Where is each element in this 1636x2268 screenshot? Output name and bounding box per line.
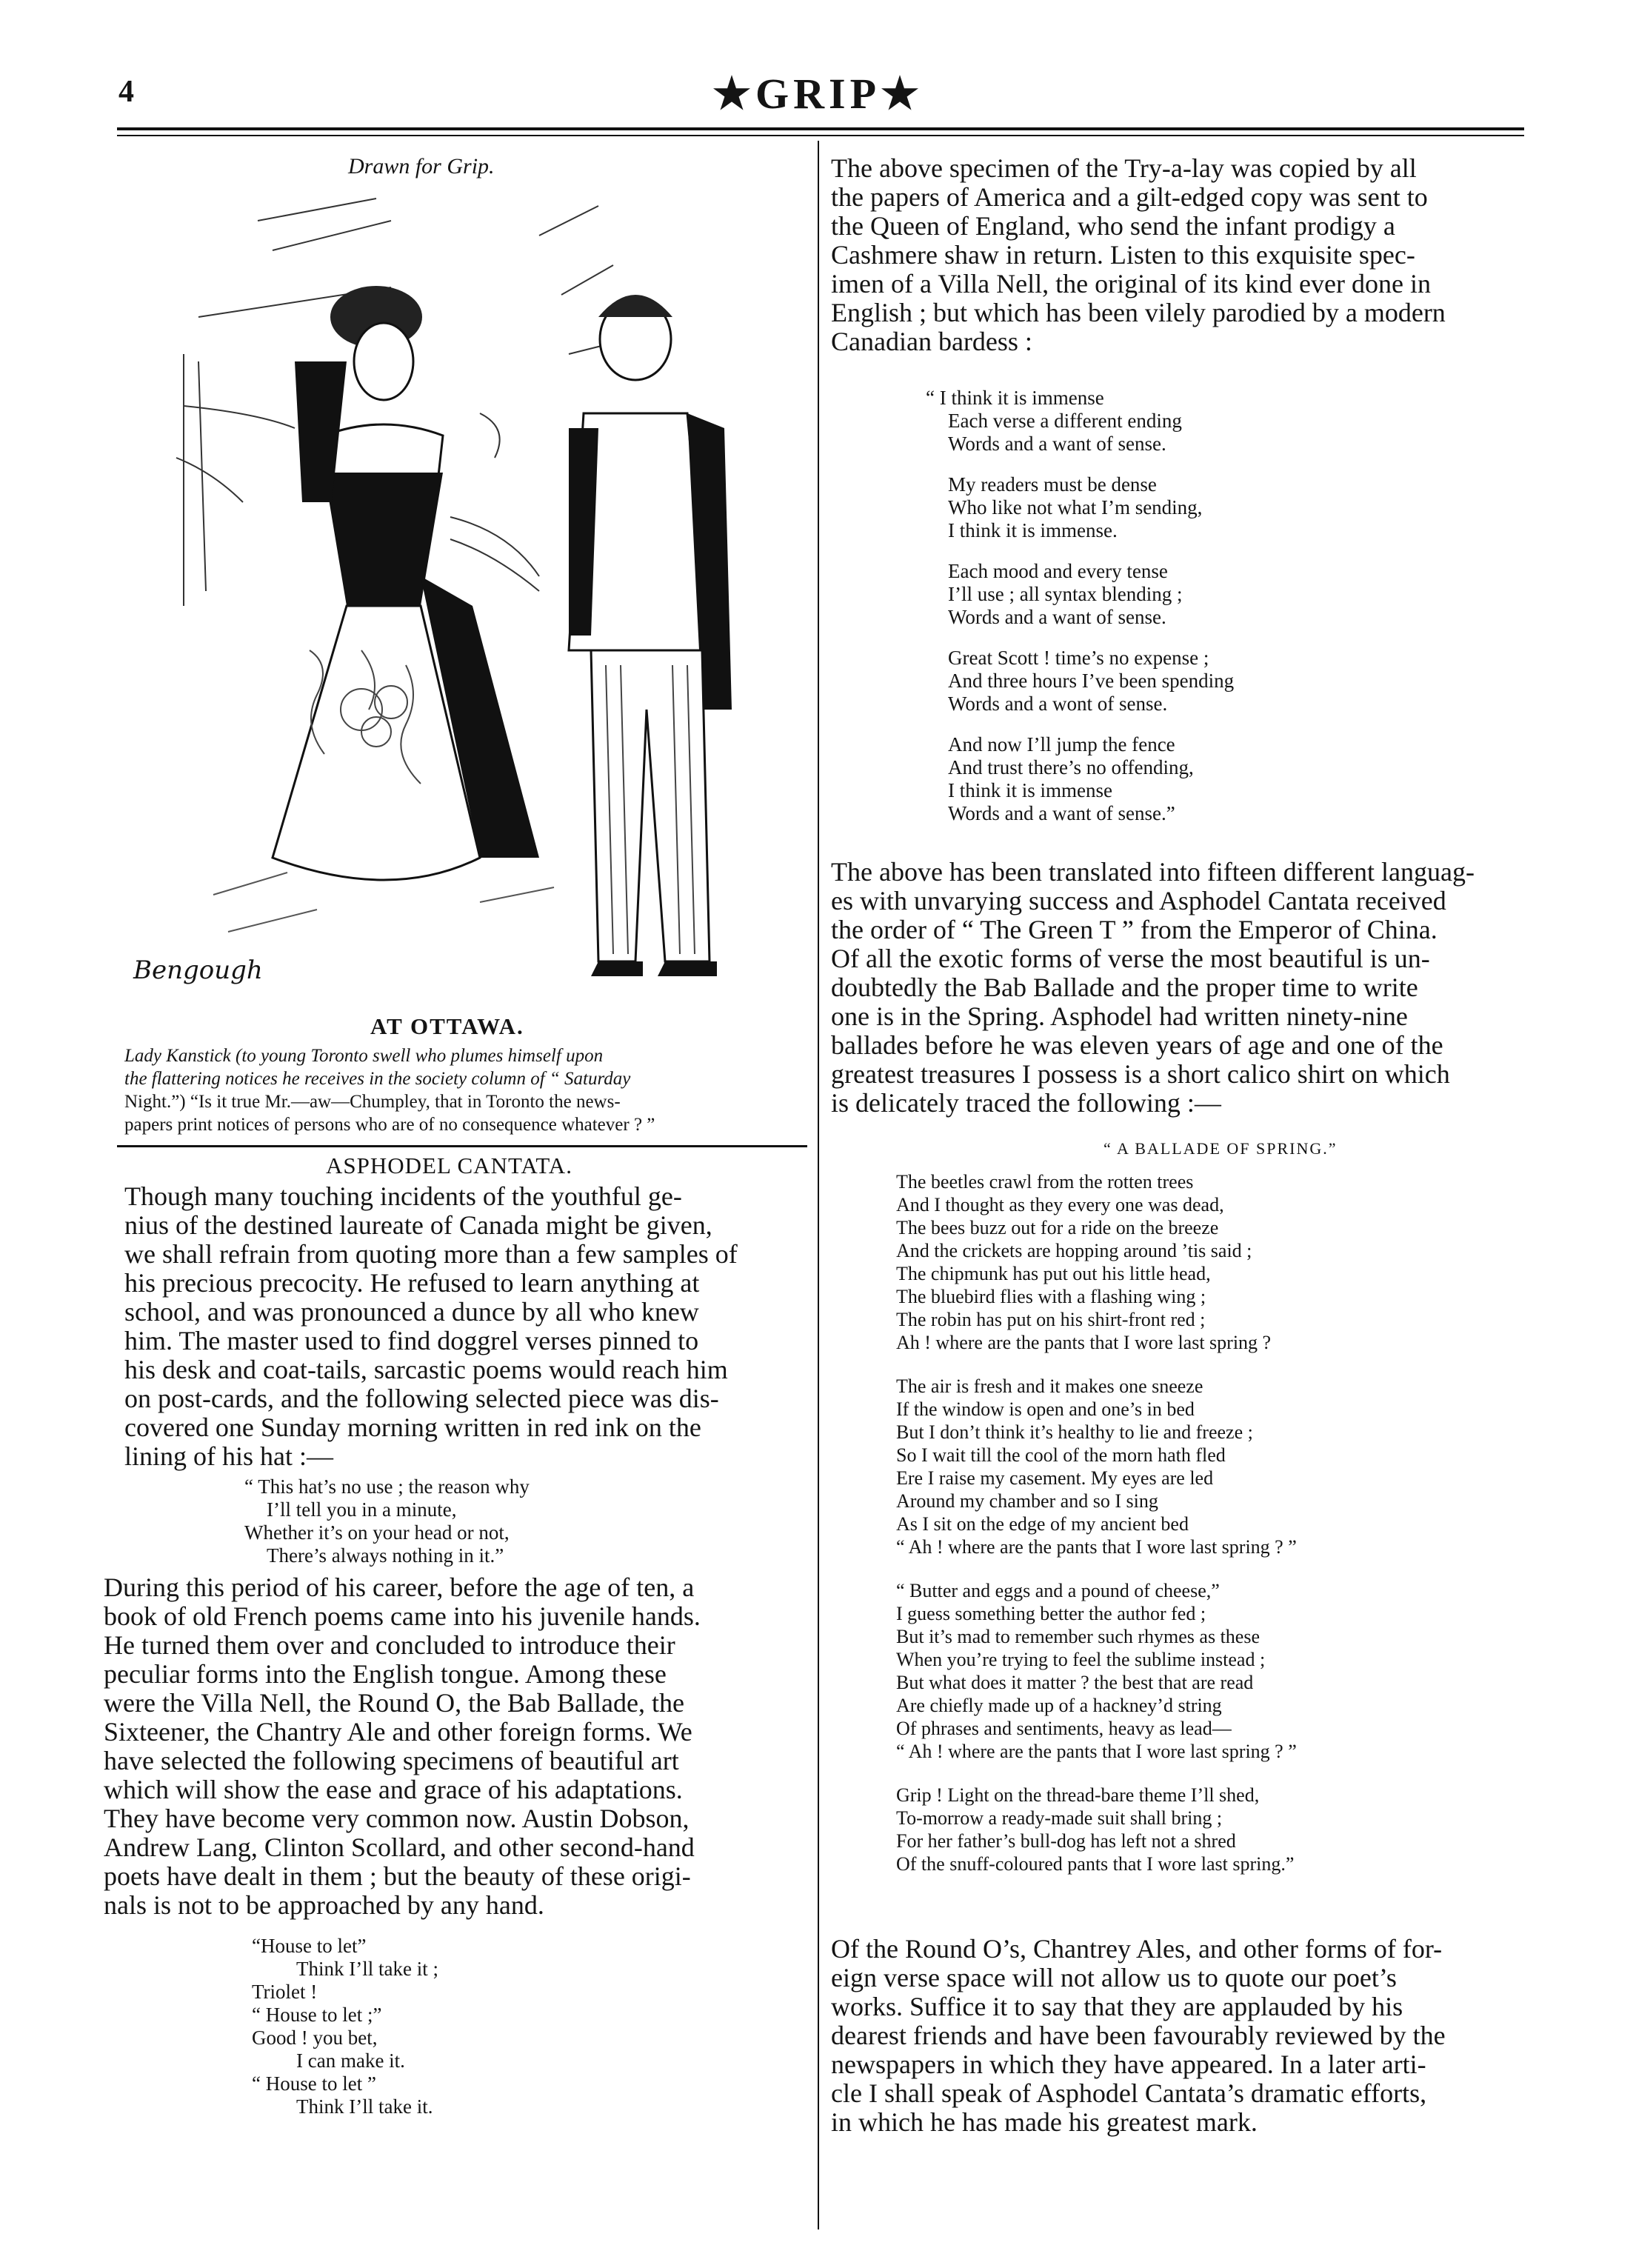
verse-line: Who like not what I’m sending, (948, 496, 1203, 518)
verse-line: Words and a want of sense. (948, 606, 1166, 628)
verse-line: And three hours I’ve been spending (948, 670, 1235, 692)
text-line: peculiar forms into the English tongue. Among these (104, 1659, 667, 1689)
verse-line: To-morrow a ready-made suit shall bring ; (896, 1807, 1223, 1829)
verse-line: “ House to let ” (252, 2072, 376, 2095)
illustration-caption (124, 1044, 806, 1136)
section-rule (117, 1145, 807, 1147)
illustration-credit: Drawn for Grip. (348, 154, 495, 179)
text-line: Of the Round O’s, Chantrey Ales, and other forms of for- (831, 1934, 1443, 1964)
verse-line: Great Scott ! time’s no expense ; (948, 647, 1209, 669)
verse-line: Each mood and every tense (948, 560, 1168, 582)
verse-line (896, 1354, 1297, 1375)
text-line: works. Suffice it to say that they are applauded by his (831, 1992, 1403, 2021)
text-line: He turned them over and concluded to introduce their (104, 1630, 675, 1660)
column-divider (818, 141, 819, 2229)
verse-line: Of phrases and sentiments, heavy as lead— (896, 1718, 1232, 1739)
text-line: ballades before he was eleven years of age and one of the (831, 1030, 1443, 1060)
verse-line: Grip ! Light on the thread-bare theme I’ll shed, (896, 1784, 1260, 1806)
verse-line: The beetles crawl from the rotten trees (896, 1171, 1194, 1193)
text-line: Sixteener, the Chantry Ale and other foreign forms. We (104, 1717, 692, 1747)
verse-line (926, 542, 1234, 560)
text-line: nals is not to be approached by any hand. (104, 1890, 544, 1920)
verse-line: Words and a want of sense. (948, 433, 1166, 455)
text-line: which will show the ease and grace of his adaptations. (104, 1775, 683, 1804)
verse-line: The robin has put on his shirt-front red ; (896, 1309, 1206, 1330)
verse-line: And I thought as they every one was dead, (896, 1194, 1224, 1215)
verse-line: Words and a want of sense.” (948, 802, 1175, 824)
header-rule-thick (117, 127, 1524, 130)
verse-line: There’s always nothing in it.” (267, 1544, 504, 1567)
page-number: 4 (118, 75, 134, 109)
verse-line: “ I think it is immense (926, 387, 1104, 409)
text-line: nius of the destined laureate of Canada might be given, (124, 1210, 712, 1240)
verse-line: When you’re trying to feel the sublime instead ; (896, 1649, 1266, 1670)
verse-line: “ Ah ! where are the pants that I wore last spring ? ” (896, 1741, 1297, 1762)
verse-line (926, 629, 1234, 647)
text-line: The above specimen of the Try-a-lay was copied by all (831, 153, 1417, 183)
text-line: doubtedly the Bab Ballade and the proper time to write (831, 973, 1418, 1002)
text-line: we shall refrain from quoting more than a few samples of (124, 1239, 738, 1269)
verse-line: Words and a wont of sense. (948, 693, 1168, 715)
text-line: Of all the exotic forms of verse the most beautiful is un- (831, 944, 1430, 973)
verse-line: I’ll tell you in a minute, (267, 1498, 457, 1521)
verse-line: Of the snuff-coloured pants that I wore last spring.” (896, 1853, 1295, 1875)
verse-line: I think it is immense (948, 779, 1112, 801)
verse-line: “ Ah ! where are the pants that I wore last spring ? ” (896, 1536, 1297, 1558)
text-line: They have become very common now. Austin Dobson, (104, 1804, 690, 1833)
ballade-poem (896, 1170, 1297, 1875)
text-line: newspapers in which they have appeared. In a later arti- (831, 2049, 1426, 2079)
caption-line: the flattering notices he receives in the society column of “ Saturday (124, 1069, 631, 1089)
woman-figure (273, 286, 539, 880)
text-line: lining of his hat :— (124, 1441, 333, 1471)
text-line: him. The master used to find doggrel verses pinned to (124, 1326, 699, 1355)
triolet-poem (252, 1935, 438, 2118)
verse-line: “ Butter and eggs and a pound of cheese,” (896, 1580, 1220, 1601)
verse-line: Triolet ! (252, 1981, 318, 2003)
verse-line: Each verse a different ending (948, 410, 1182, 432)
hat-poem (244, 1475, 530, 1567)
text-line: eign verse space will not allow us to quote our poet’s (831, 1963, 1397, 1992)
verse-line: As I sit on the edge of my ancient bed (896, 1513, 1189, 1535)
text-line: school, and was pronounced a dunce by all who knew (124, 1297, 699, 1327)
verse-line: “ This hat’s no use ; the reason why (244, 1475, 530, 1498)
text-line: his desk and coat-tails, sarcastic poems would reach him (124, 1355, 728, 1384)
text-line: English ; but which has been vilely parodied by a modern (831, 298, 1446, 327)
verse-line: The chipmunk has put out his little head, (896, 1263, 1211, 1284)
illustration-signature: Bengough (133, 955, 263, 985)
illustration-at-ottawa (124, 191, 806, 991)
middle-paragraph (104, 1573, 807, 1920)
text-line: in which he has made his greatest mark. (831, 2107, 1258, 2137)
man-figure (569, 295, 732, 976)
verse-line: The bluebird flies with a flashing wing ; (896, 1286, 1206, 1307)
verse-line: And the crickets are hopping around ’tis said ; (896, 1240, 1252, 1261)
verse-line: “ House to let ;” (252, 2004, 382, 2026)
verse-line: Are chiefly made up of a hackney’d string (896, 1695, 1222, 1716)
text-line: During this period of his career, before the age of ten, a (104, 1572, 695, 1602)
text-line: greatest treasures I possess is a short calico shirt on which (831, 1059, 1450, 1089)
verse-line: But it’s mad to remember such rhymes as these (896, 1626, 1261, 1647)
verse-line: For her father’s bull-dog has left not a shred (896, 1830, 1236, 1852)
text-line: covered one Sunday morning written in red ink on the (124, 1413, 701, 1442)
text-line: dearest friends and have been favourably reviewed by the (831, 2021, 1446, 2050)
text-line: Canadian bardess : (831, 327, 1032, 356)
verse-line: I’ll use ; all syntax blending ; (948, 583, 1183, 605)
text-line: the order of “ The Green T ” from the Emperor of China. (831, 915, 1438, 944)
verse-line (896, 1763, 1297, 1784)
text-line: Though many touching incidents of the youthful ge- (124, 1181, 682, 1211)
text-line: the papers of America and a gilt-edged copy was sent to (831, 182, 1428, 212)
right-middle-paragraph (831, 858, 1527, 1118)
text-line: Cashmere shaw in return. Listen to this exquisite spec- (831, 240, 1415, 270)
ballade-title: “ A BALLADE OF SPRING.” (1104, 1139, 1338, 1158)
verse-line: But what does it matter ? the best that are read (896, 1672, 1254, 1693)
verse-line: I can make it. (296, 2049, 405, 2072)
verse-line: The bees buzz out for a ride on the breeze (896, 1217, 1219, 1238)
text-line: imen of a Villa Nell, the original of its kind ever done in (831, 269, 1431, 298)
villanelle-poem (926, 387, 1234, 825)
caption-line: Lady Kanstick (to young Toronto swell who plumes himself upon (124, 1046, 604, 1066)
verse-line: So I wait till the cool of the morn hath fled (896, 1444, 1226, 1466)
text-line: the Queen of England, who send the infant prodigy a (831, 211, 1395, 241)
verse-line: Whether it’s on your head or not, (244, 1521, 510, 1544)
verse-line: If the window is open and one’s in bed (896, 1398, 1195, 1420)
text-line: have selected the following specimens of beautiful art (104, 1746, 679, 1775)
verse-line (926, 456, 1234, 473)
verse-line: My readers must be dense (948, 473, 1157, 496)
verse-line: Ere I raise my casement. My eyes are led (896, 1467, 1214, 1489)
text-line: The above has been translated into fifteen different languag- (831, 857, 1475, 887)
illustration-title: AT OTTAWA. (370, 1013, 524, 1039)
verse-line: Think I’ll take it ; (296, 1958, 438, 1980)
right-intro-paragraph (831, 154, 1527, 356)
text-line: book of old French poems came into his juvenile hands. (104, 1601, 701, 1631)
verse-line: I think it is immense. (948, 519, 1118, 541)
intro-paragraph (124, 1182, 806, 1471)
verse-line: I guess something better the author fed ; (896, 1603, 1206, 1624)
verse-line: Around my chamber and so I sing (896, 1490, 1158, 1512)
text-line: cle I shall speak of Asphodel Cantata’s dramatic efforts, (831, 2078, 1427, 2108)
verse-line: “House to let” (252, 1935, 367, 1957)
text-line: were the Villa Nell, the Round O, the Bab Ballade, the (104, 1688, 684, 1718)
text-line: his precious precocity. He refused to learn anything at (124, 1268, 700, 1298)
verse-line: And now I’ll jump the fence (948, 733, 1175, 756)
text-line: on post-cards, and the following selected piece was dis- (124, 1384, 719, 1413)
masthead-title: ★GRIP★ (712, 70, 924, 118)
text-line: poets have dealt in them ; but the beauty of these origi- (104, 1861, 691, 1891)
text-line: Andrew Lang, Clinton Scollard, and other second-hand (104, 1832, 695, 1862)
verse-line: Think I’ll take it. (296, 2095, 433, 2118)
verse-line: But I don’t think it’s healthy to lie and freeze ; (896, 1421, 1253, 1443)
verse-line (926, 716, 1234, 733)
text-line: es with unvarying success and Asphodel Cantata received (831, 886, 1446, 915)
closing-paragraph (831, 1935, 1527, 2137)
article-heading: ASPHODEL CANTATA. (326, 1153, 572, 1178)
text-line: is delicately traced the following :— (831, 1088, 1221, 1118)
caption-line: papers print notices of persons who are of no consequence whatever ? ” (124, 1115, 655, 1135)
verse-line: Good ! you bet, (252, 2027, 378, 2049)
caption-line: Night.”) “Is it true Mr.—aw—Chumpley, that in Toronto the news- (124, 1092, 621, 1112)
header-rule-thin (117, 135, 1524, 136)
verse-line: Ah ! where are the pants that I wore last spring ? (896, 1332, 1272, 1353)
verse-line (896, 1558, 1297, 1579)
verse-line: The air is fresh and it makes one sneeze (896, 1375, 1203, 1397)
verse-line: And trust there’s no offending, (948, 756, 1194, 778)
text-line: one is in the Spring. Asphodel had written ninety-nine (831, 1001, 1408, 1031)
